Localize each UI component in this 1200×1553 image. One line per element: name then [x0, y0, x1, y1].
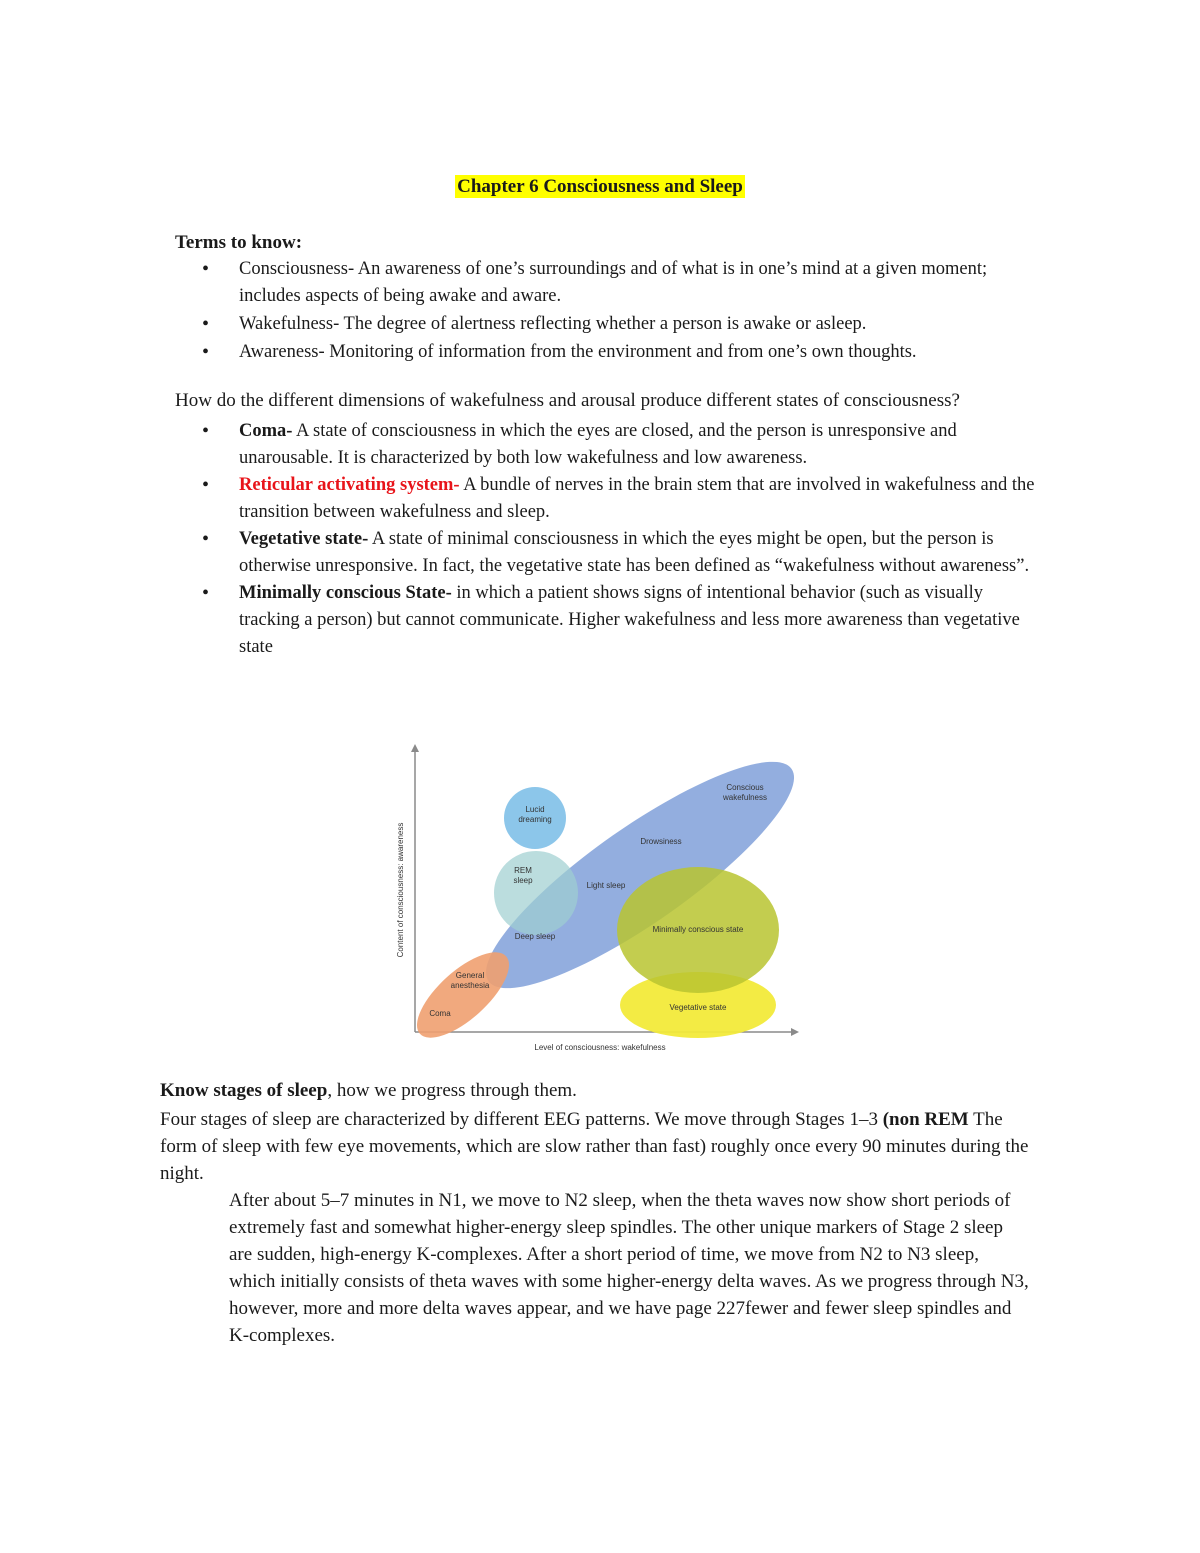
sleep-stages-heading-bold: Know stages of sleep: [160, 1080, 328, 1101]
term-definition: An awareness of one’s surroundings and of what is in one’s mind at a given moment; includes aspects of being awake and aware.: [239, 259, 988, 306]
list-item: [175, 418, 1035, 472]
sleep-paragraph-1-bold: (non REM: [882, 1109, 969, 1130]
list-item: [175, 339, 1015, 366]
general-anesthesia-label-2: anesthesia: [450, 981, 490, 990]
term-label: Wakefulness-: [239, 314, 340, 334]
dimensions-list: [175, 418, 1035, 661]
list-item: [175, 580, 1035, 661]
term-definition: The degree of alertness reflecting whether a person is awake or asleep.: [339, 314, 867, 334]
rem-sleep-label: REM: [514, 866, 532, 875]
general-anesthesia-ellipse: [404, 938, 522, 1051]
sleep-paragraph-1: [160, 1106, 1030, 1187]
term-definition: in which a patient shows signs of intentional behavior (such as visually tracking a person) but cannot communicate. Higher wakefulness and less more awareness than vegetative state: [239, 583, 1020, 657]
sleep-stages-heading: [160, 1080, 577, 1102]
minimally-conscious-label: Minimally conscious state: [652, 925, 744, 934]
conscious-wakefulness-label: Conscious: [726, 783, 764, 792]
list-item: [175, 526, 1035, 580]
chapter-title: Chapter 6 Consciousness and Sleep: [457, 176, 743, 197]
drowsiness-label: Drowsiness: [640, 837, 682, 846]
coma-label: Coma: [429, 1009, 451, 1018]
term-label: Vegetative state-: [239, 529, 369, 549]
list-item: [175, 256, 1015, 310]
term-label: Reticular activating system-: [239, 475, 460, 495]
conscious-wakefulness-label-2: wakefulness: [722, 793, 768, 802]
consciousness-diagram: [385, 740, 805, 1060]
rem-sleep-circle: [494, 851, 578, 935]
y-axis-arrow: [411, 744, 419, 752]
term-label: Awareness-: [239, 342, 325, 362]
list-item: [175, 472, 1035, 526]
sleep-paragraph-1-b: The form of sleep with few eye movements, which are slow rather than fast) roughly once every 90 minutes during the night.: [160, 1109, 1029, 1184]
lucid-dreaming-label: Lucid: [525, 805, 545, 814]
term-label: Consciousness-: [239, 259, 355, 279]
term-definition: Monitoring of information from the environment and from one’s own thoughts.: [324, 342, 917, 362]
y-axis-label: Content of consciousness: awareness: [396, 822, 405, 958]
term-definition: A state of consciousness in which the eyes are closed, and the person is unresponsive and unarousable. It is characterized by both low wakefulness and low awareness.: [239, 421, 957, 468]
chapter-title-block: [0, 176, 1200, 198]
x-axis-arrow: [791, 1028, 799, 1036]
x-axis-label: Level of consciousness: wakefulness: [534, 1043, 666, 1052]
vegetative-state-label: Vegetative state: [669, 1003, 727, 1012]
term-label: Coma-: [239, 421, 293, 441]
light-sleep-label: Light sleep: [586, 881, 626, 890]
sleep-paragraph-1-a: Four stages of sleep are characterized by different EEG patterns. We move through Stages 1–3: [160, 1109, 883, 1130]
term-definition: A bundle of nerves in the brain stem that are involved in wakefulness and the transition between wakefulness and sleep.: [239, 475, 1035, 522]
term-label: Minimally conscious State-: [239, 583, 452, 603]
sleep-stages-heading-rest: , how we progress through them.: [327, 1080, 577, 1101]
rem-sleep-label-2: sleep: [513, 876, 533, 885]
list-item: [175, 311, 1015, 338]
deep-sleep-label: Deep sleep: [514, 932, 556, 941]
terms-heading: Terms to know:: [175, 232, 303, 253]
sleep-paragraph-2: After about 5–7 minutes in N1, we move to N2 sleep, when the theta waves now show short periods of extremely fast and somewhat higher-energy sleep spindles. The other unique markers of Stage 2 sleep are sudden, high-energy K-complexes. After a short period of time, we move from N2 to N3 sleep, which initially consists of theta waves with some higher-energy delta waves. As we progress through N3, however, more and more delta waves appear, and we have page 227fewer and fewer sleep spindles and K-complexes.: [229, 1190, 1029, 1346]
terms-list: [175, 256, 1015, 367]
lucid-dreaming-label-2: dreaming: [518, 815, 552, 824]
dimensions-question: How do the different dimensions of wakefulness and arousal produce different states of consciousness?: [175, 390, 960, 411]
term-definition: A state of minimal consciousness in which the eyes might be open, but the person is otherwise unresponsive. In fact, the vegetative state has been defined as “wakefulness without awareness”.: [239, 529, 1030, 576]
general-anesthesia-label: General: [455, 971, 485, 980]
